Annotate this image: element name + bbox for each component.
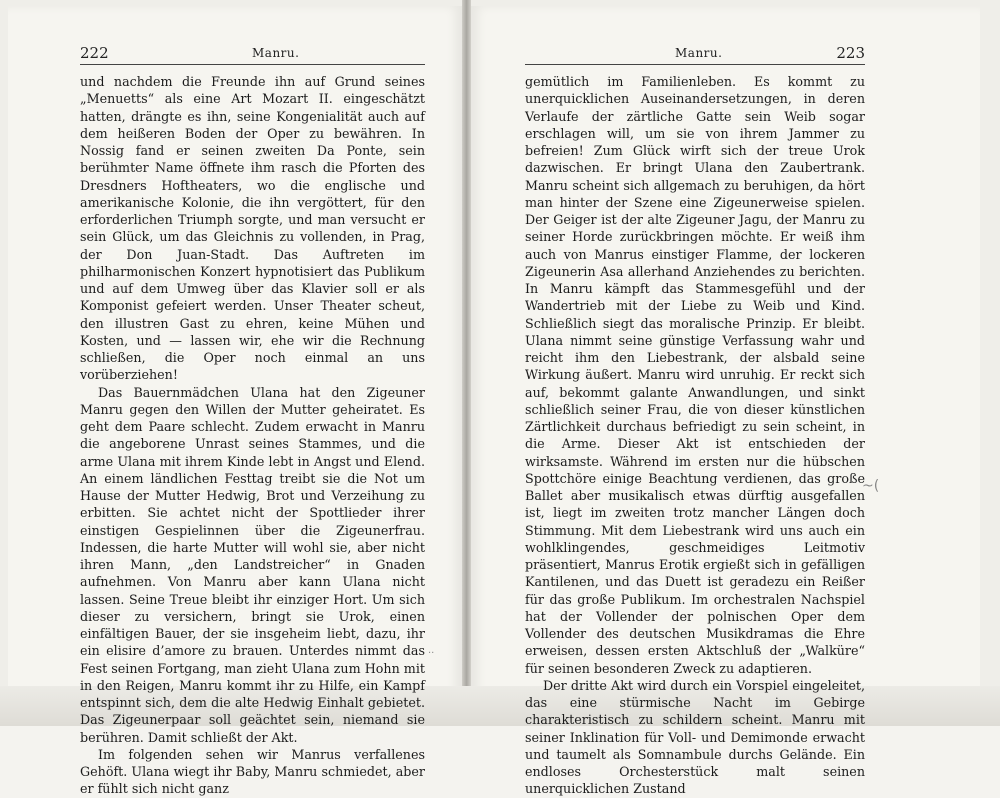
paragraph: und nachdem die Freunde ihn auf Grund seines „Menuetts“ als eine Art Mozart II. eingeschätzt hatten, drängte es ihn, seine Kongenialität auch auf dem heißeren Boden der Oper zu bewähren. In Nossig fand er seinen zweiten Da Ponte, sein berühmter Name öffnete ihm rasch die Pforten des Dresdners Hoftheaters, wo die englische und amerikanische Kolonie, die ihn vergöttert, für den erforderlichen Triumph sorgte, und man versucht er sein Glück, um das Gleichnis zu vollenden, in Prag, der Don Juan-Stadt. Das Auftreten im philharmonischen Konzert hypnotisiert das Publikum und auf dem Umweg über das Klavier soll er als Komponist gefeiert werden. Unser Theater scheut, den illustren Gast zu ehren, keine Mühen und Kosten, und — lassen wir, ehe wir die Rechnung schließen, die Oper noch einmal an uns vorüberziehen! bbox=[80, 74, 425, 383]
right-page-body bbox=[525, 73, 865, 798]
paragraph: Der dritte Akt wird durch ein Vorspiel eingeleitet, das eine stürmische Nacht im Gebirge charakteristisch zu schildern scheint. Manru mit seiner Inklination für Voll- und Demimonde erwacht und taumelt als Somnambule durchs Gelände. Ein endloses Orchesterstück malt seinen unerquicklichen Zustand bbox=[525, 677, 865, 797]
pencil-mark-icon: ~( bbox=[862, 478, 880, 494]
left-running-title: Manru. bbox=[252, 46, 300, 60]
paragraph: gemütlich im Familienleben. Es kommt zu unerquicklichen Auseinandersetzungen, in deren Verlaufe der zärtliche Gatte sein Weib sogar erschlagen will, um sie von ihrem Jammer zu befreien! Zum Glück wirft sich der treue Urok dazwischen. Er bringt Ulana den Zaubertrank. Manru scheint sich allgemach zu beruhigen, da hört man hinter der Szene eine Zigeunerweise spielen. Der Geiger ist der alte Zigeuner Jagu, der Manru zu seiner Horde zurückbringen möchte. Er weiß ihm auch von Manrus einstiger Flamme, der lockeren Zigeunerin Asa allerhand Anziehendes zu berichten. In Manru kämpft das Stammesgefühl und der Wandertrieb mit der Liebe zu Weib und Kind. Schließlich siegt das moralische Prinzip. Er bleibt. Ulana nimmt seine günstige Verfassung wahr und reicht ihm den Liebestrank, der alsbald seine Wirkung äußert. Manru wird unruhig. Er reckt sich auf, bekommt galante Anwandlungen, und sinkt schließlich seiner Frau, die von dieser künstlichen Zärtlichkeit durchaus befriedigt zu sein scheint, in die Arme. Dieser Akt ist entschieden der wirksamste. Während im ersten nur die hübschen Spottchöre einige Beachtung verdienen, das große Ballet aber musikalisch etwas dürftig ausgefallen ist, liegt im zweiten trotz mancher Längen doch Stimmung. Mit dem Liebestrank wird uns auch ein wohlklingendes, geschmeidiges Leitmotiv präsentiert, Manrus Erotik ergießt sich in gefälligen Kantilenen, und das Duett ist geradezu ein Reißer für das große Publikum. Im orchestralen Nachspiel hat der Vollender der polnischen Oper dem Vollender des deutschen Musikdramas die Ehre erweisen, dessen ersten Aktschluß der „Walküre“ für seinen besonderen Zweck zu adaptieren. bbox=[525, 74, 865, 676]
right-running-title: Manru. bbox=[675, 46, 723, 60]
paragraph: Im folgenden sehen wir Manrus verfallenes Gehöft. Ulana wiegt ihr Baby, Manru schmiedet, aber er fühlt sich nicht ganz bbox=[80, 746, 425, 797]
left-page-header bbox=[80, 42, 425, 65]
left-page-number: 222 bbox=[80, 44, 109, 62]
book-gutter bbox=[462, 0, 471, 726]
paragraph: Das Bauernmädchen Ulana hat den Zigeuner Manru gegen den Willen der Mutter geheiratet. Es geht dem Paare schlecht. Zudem erwacht in Manru die angeborene Unrast seines Stammes, und die arme Ulana mit ihrem Kinde lebt in Angst und Elend. An einem ländlichen Festtag treibt sie die Not um Hause der Mutter Hedwig, Brot und Verzeihung zu erbitten. Sie achtet nicht der Spottlieder ihrer einstigen Gespielinnen über die Zigeunerfrau. Indessen, die harte Mutter will wohl sie, aber nicht ihren Mann, „den Landstreicher“ in Gnaden aufnehmen. Von Manru aber kann Ulana nicht lassen. Seine Treue bleibt ihr einziger Hort. Um sich dieser zu versichern, bringt sie Urok, einen einfältigen Bauer, der sie insgeheim liebt, dazu, ihr ein elisire d’amore zu brauen. Unterdes nimmt das Fest seinen Fortgang, man zieht Ulana zum Hohn mit in den Reigen, Manru kommt ihr zu Hilfe, ein Kampf entspinnt sich, dem die alte Hedwig Einhalt gebietet. Das Zigeunerpaar soll geächtet sein, niemand sie berühren. Damit schließt der Akt. bbox=[80, 384, 425, 745]
left-page-body bbox=[80, 73, 425, 798]
pencil-mark-icon: ·· bbox=[428, 648, 435, 659]
right-page-number: 223 bbox=[836, 44, 865, 62]
right-page-header bbox=[525, 42, 865, 65]
